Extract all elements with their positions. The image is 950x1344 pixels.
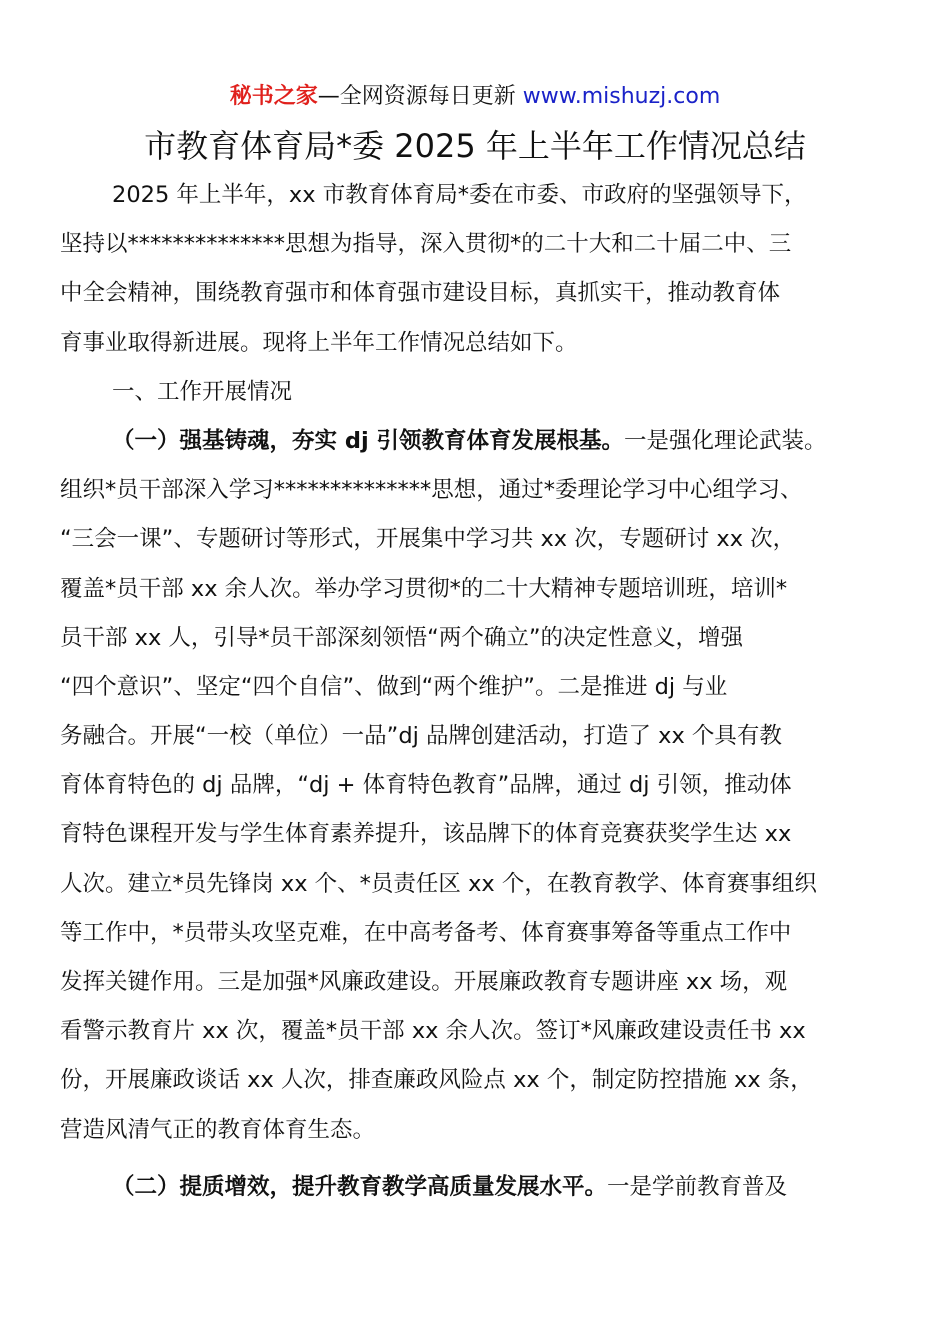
site-banner: [0, 82, 950, 112]
subsection-2-first-line: [60, 1163, 895, 1212]
paragraph-gap: [60, 1155, 895, 1163]
site-tagline: —全网资源每日更新: [317, 84, 523, 109]
intro-line: 2025 年上半年，xx 市教育体育局*委在市委、市政府的坚强领导下，: [112, 182, 807, 208]
site-brand: 秘书之家: [229, 84, 318, 109]
document-body: [60, 171, 895, 1212]
subsection-1-first-line: [60, 417, 895, 466]
subsection-2-heading: （二）提质增效，提升教育教学高质量发展水平。: [112, 1173, 608, 1200]
section-heading: 一、工作开展情况: [112, 378, 293, 405]
intro-line: 坚持以**************思想为指导，深入贯彻*的二十大和二十届二中、三: [60, 231, 792, 258]
intro-line: 中全会精神，围绕教育强市和体育强市建设目标，真抓实干，推动教育体: [60, 280, 781, 307]
paragraph-line: 看警示教育片 xx 次，覆盖*员干部 xx 余人次。签订*风廉政建设责任书 xx: [60, 1018, 806, 1045]
paragraph-line: 组织*员干部深入学习**************思想，通过*委理论学习中心组学习、: [60, 477, 803, 504]
paragraph-line: “三会一课”、专题研讨等形式，开展集中学习共 xx 次，专题研讨 xx 次，: [60, 526, 796, 553]
paragraph-line: 覆盖*员干部 xx 余人次。举办学习贯彻*的二十大精神专题培训班，培训*: [60, 575, 788, 602]
paragraph-line: 务融合。开展“一校（单位）一品”dj 品牌创建活动，打造了 xx 个具有教: [60, 723, 782, 750]
site-url[interactable]: www.mishuzj.com: [522, 84, 721, 109]
paragraph-line: 人次。建立*员先锋岗 xx 个、*员责任区 xx 个，在教育教学、体育赛事组织: [60, 870, 817, 897]
paragraph-line: 等工作中，*员带头攻坚克难，在中高考备考、体育赛事筹备等重点工作中: [60, 919, 792, 946]
document-title: 市教育体育局*委 2025 年上半年工作情况总结: [144, 127, 806, 165]
paragraph-line: 份，开展廉政谈话 xx 人次，排查廉政风险点 xx 个，制定防控措施 xx 条，: [60, 1067, 813, 1094]
subsection-1-text: 一是强化理论武装。: [624, 427, 827, 454]
subsection-2-text: 一是学前教育普及: [607, 1173, 788, 1200]
intro-line: 育事业取得新进展。现将上半年工作情况总结如下。: [60, 329, 578, 356]
paragraph-line: “四个意识”、坚定“四个自信”、做到“两个维护”。二是推进 dj 与业: [60, 673, 728, 700]
paragraph-line: 发挥关键作用。三是加强*风廉政建设。开展廉政教育专题讲座 xx 场，观: [60, 969, 788, 995]
paragraph-line: 育特色课程开发与学生体育素养提升，该品牌下的体育竞赛获奖学生达 xx: [60, 821, 792, 848]
paragraph-line: 育体育特色的 dj 品牌，“dj + 体育特色教育”品牌，通过 dj 引领，推动体: [60, 772, 792, 799]
subsection-1-heading: （一）强基铸魂，夯实 dj 引领教育体育发展根基。: [112, 427, 624, 454]
paragraph-line: 营造风清气正的教育体育生态。: [60, 1116, 376, 1143]
paragraph-line: 员干部 xx 人，引导*员干部深刻领悟“两个确立”的决定性意义，增强: [60, 624, 743, 651]
